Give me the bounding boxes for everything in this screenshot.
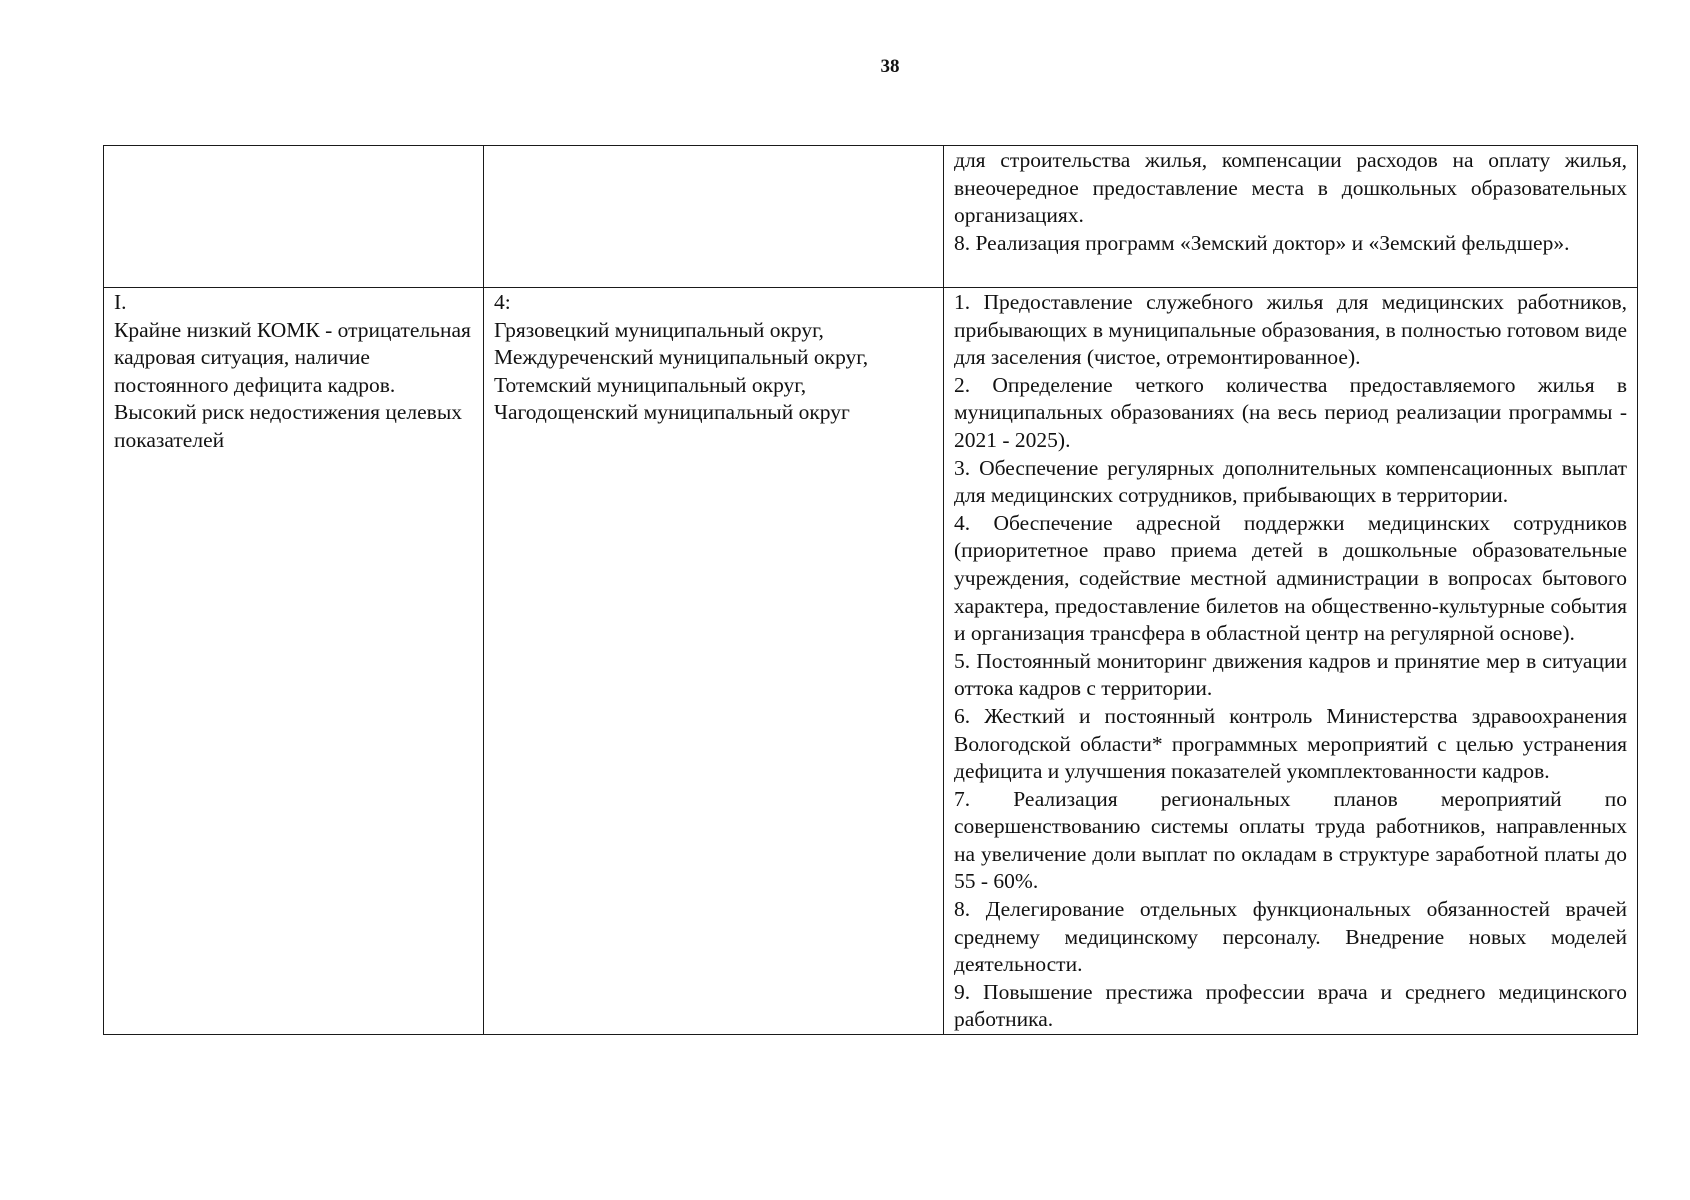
- measure-item-6: 6. Жесткий и постоянный контроль Министерства здравоохранения Вологодской области* программных мероприятий с целью устранения дефицита и улучшения показателей укомплектованности кадров.: [954, 703, 1627, 784]
- level-description: Крайне низкий КОМК - отрицательная кадровая ситуация, наличие постоянного дефицита кадров. Высокий риск недостижения целевых показателей: [114, 317, 471, 452]
- measure-item-4: 4. Обеспечение адресной поддержки медицинских сотрудников (приоритетное право приема детей в дошкольные образовательные учреждения, содействие местной администрации в вопросах бытового характера, предоставление билетов на общественно-культурные события и организация трансфера в областной центр на регулярной основе).: [954, 510, 1627, 646]
- table-row-continued: [104, 146, 1638, 288]
- districts-count: 4:: [494, 290, 511, 314]
- district-item: Тотемский муниципальный округ,: [494, 372, 807, 397]
- continued-measure-item-8: 8. Реализация программ «Земский доктор» и «Земский фельдшер».: [954, 230, 1570, 255]
- measure-item-7: 7. Реализация региональных планов мероприятий по совершенствованию системы оплаты труда работников, направленных на увеличение доли выплат по окладам в структуре заработной платы до 55 - 60%.: [954, 786, 1627, 894]
- level-cell: [104, 288, 484, 1035]
- district-item: Междуреченский муниципальный округ,: [494, 345, 869, 370]
- level-number: I.: [114, 290, 127, 314]
- empty-cell-level: [104, 146, 484, 288]
- districts-cell: [484, 288, 944, 1035]
- continued-measure-text: для строительства жилья, компенсации расходов на оплату жилья, внеочередное предоставление места в дошкольных образовательных организациях.: [954, 148, 1627, 228]
- measure-item-1: 1. Предоставление служебного жилья для медицинских работников, прибывающих в муниципальные образования, в полностью готовом виде для заселения (чистое, отремонтированное).: [954, 290, 1627, 370]
- continued-measures-cell: [944, 146, 1638, 288]
- measure-item-3: 3. Обеспечение регулярных дополнительных компенсационных выплат для медицинских сотрудников, прибывающих в территории.: [954, 455, 1627, 508]
- district-item: Чагодощенский муниципальный округ: [494, 400, 850, 425]
- measures-table: [103, 145, 1638, 1035]
- measure-item-5: 5. Постоянный мониторинг движения кадров и принятие мер в ситуации оттока кадров с территории.: [954, 648, 1627, 701]
- page-number: 38: [880, 56, 900, 77]
- empty-cell-districts: [484, 146, 944, 288]
- measures-cell: [944, 288, 1638, 1035]
- district-item: Грязовецкий муниципальный округ,: [494, 317, 824, 342]
- measure-item-9: 9. Повышение престижа профессии врача и среднего медицинского работника.: [954, 979, 1627, 1032]
- measure-item-2: 2. Определение четкого количества предоставляемого жилья в муниципальных образованиях (на весь период реализации программы - 2021 - 2025).: [954, 372, 1627, 452]
- measure-item-8: 8. Делегирование отдельных функциональных обязанностей врачей среднему медицинскому персоналу. Внедрение новых моделей деятельности.: [954, 897, 1627, 977]
- table-row-level-1: [104, 288, 1638, 1035]
